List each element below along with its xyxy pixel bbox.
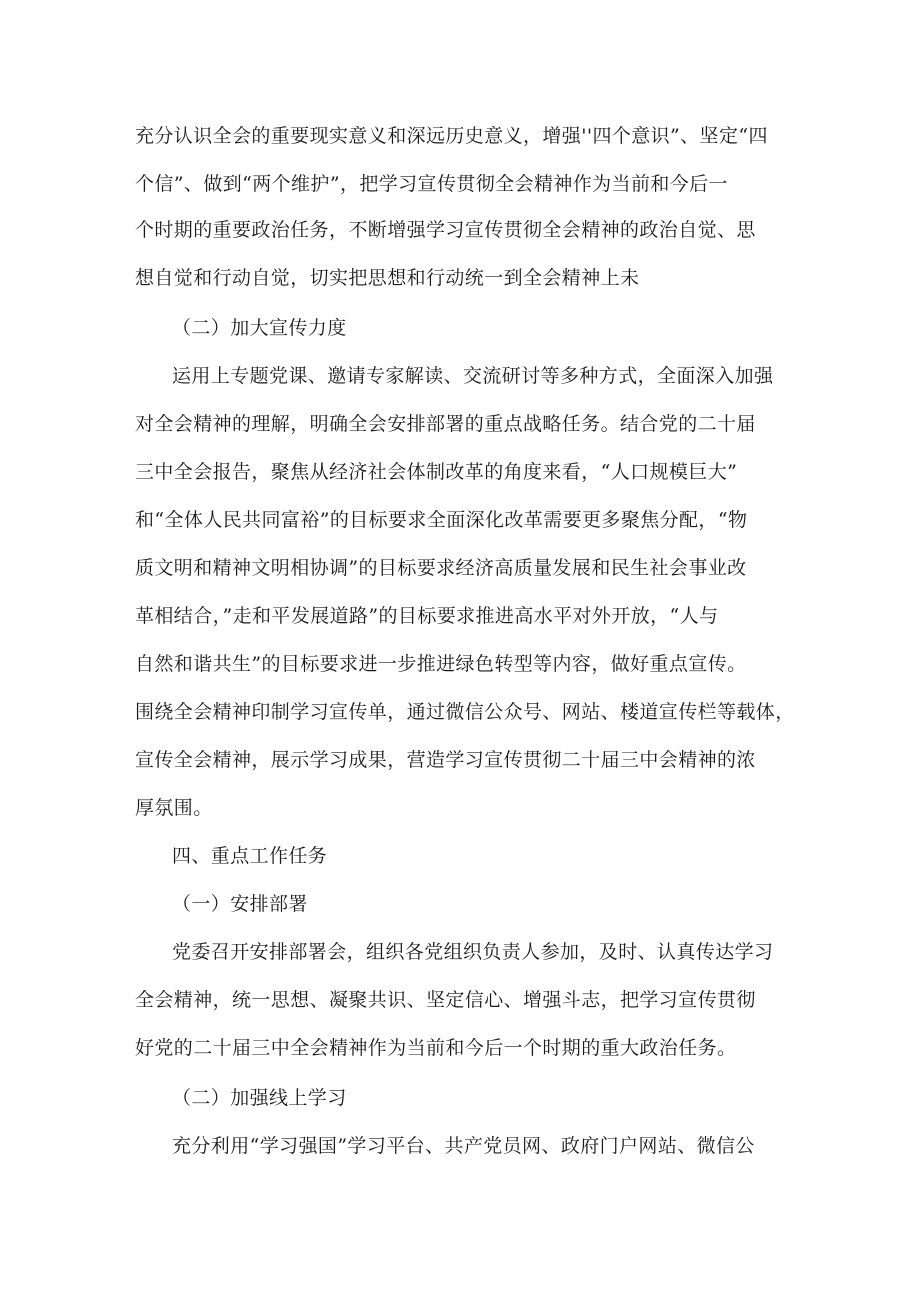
- section-heading: 四、重点工作任务: [172, 845, 328, 867]
- paragraph-line: 充分认识全会的重要现实意义和深远历史意义，增强''四个意识”、坚定“四: [135, 125, 768, 147]
- paragraph-line: 三中全会报告，聚焦从经济社会体制改革的角度来看，“人口规模巨大”: [135, 461, 738, 483]
- paragraph-line: 革相结合，”走和平发展道路”的目标要求推进高水平对外开放，“人与: [135, 605, 719, 627]
- paragraph-line: 运用上专题党课、邀请专家解读、交流研讨等多种方式，全面深入加强: [172, 365, 774, 387]
- paragraph-line: 围绕全会精神印制学习宣传单，通过微信公众号、网站、楼道宣传栏等载体，: [135, 701, 795, 723]
- paragraph-line: 厚氛围。: [135, 797, 213, 819]
- paragraph-line: 和“全体人民共同富裕”的目标要求全面深化改革需要更多聚焦分配，“物: [135, 509, 748, 531]
- paragraph-line: 个时期的重要政治任务，不断增强学习宣传贯彻全会精神的政治自觉、思: [135, 219, 756, 241]
- paragraph-line: 宣传全会精神，展示学习成果，营造学习宣传贯彻二十届三中会精神的浓: [135, 749, 756, 771]
- paragraph-line: 充分利用“学习强国”学习平台、共产党员网、政府门户网站、微信公: [172, 1135, 755, 1157]
- paragraph-line: 想自觉和行动自觉，切实把思想和行动统一到全会精神上未: [135, 267, 640, 289]
- subsection-heading: （一）安排部署: [172, 893, 308, 915]
- subsection-heading: （二）加强线上学习: [172, 1087, 347, 1109]
- paragraph-line: 好党的二十届三中全会精神作为当前和今后一个时期的重大政治任务。: [135, 1037, 737, 1059]
- section-heading: （二）加大宣传力度: [172, 317, 347, 339]
- paragraph-line: 对全会精神的理解，明确全会安排部署的重点战略任务。结合党的二十届: [135, 413, 756, 435]
- paragraph-line: 自然和谐共生”的目标要求进一步推进绿色转型等内容，做好重点宣传。: [135, 653, 747, 675]
- paragraph-line: 个信”、做到“两个维护”，把学习宣传贯彻全会精神作为当前和今后一: [135, 173, 728, 195]
- paragraph-line: 全会精神，统一思想、凝聚共识、坚定信心、增强斗志，把学习宣传贯彻: [135, 989, 756, 1011]
- paragraph-line: 党委召开安排部署会，组织各党组织负责人参加，及时、认真传达学习: [172, 941, 774, 963]
- paragraph-line: 质文明和精神文明相协调”的目标要求经济高质量发展和民生社会事业改: [135, 557, 747, 579]
